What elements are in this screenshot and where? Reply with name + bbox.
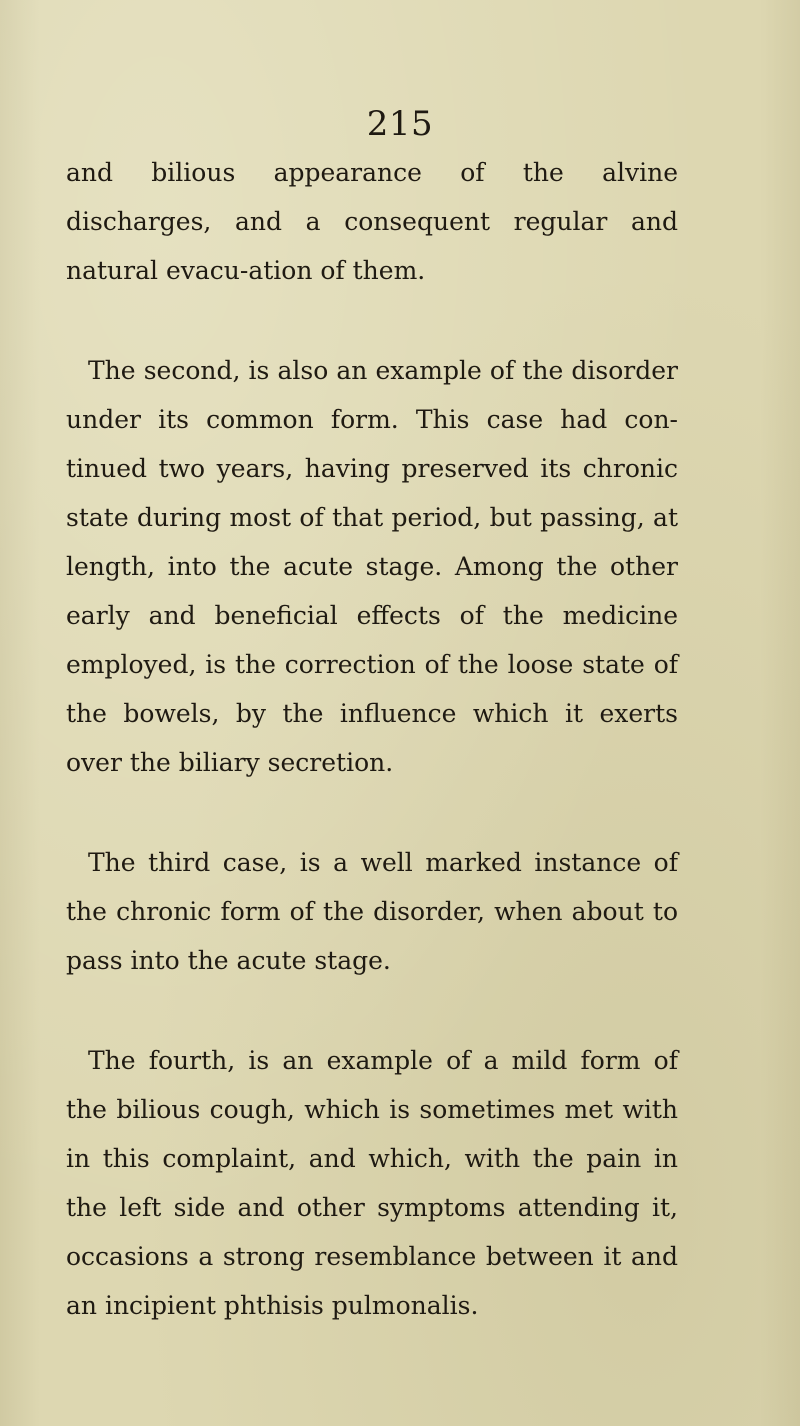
paragraph-3: The third case, is a well marked instance of the chronic form of the disorder, when about to pass into the acute stage. bbox=[66, 848, 678, 975]
page-number: 215 bbox=[366, 104, 434, 144]
paragraph-4: The fourth, is an example of a mild form of the bilious cough, which is sometimes met with in this complaint, and which, with the pain in the left side and other symptoms attending it, occasions a strong resemblance between it and an incipient phthisis pulmonalis. bbox=[66, 1046, 678, 1320]
paragraph-2: The second, is also an example of the disorder under its common form. This case had con-tinued two years, having preserved its chronic state during most of that period, but passing, at length, into the acute stage. Among the other early and beneficial effects of the medicine employed, is the correction of the loose state of the bowels, by the influence which it exerts over the biliary secretion. bbox=[66, 356, 678, 777]
body-text bbox=[66, 148, 678, 1330]
paragraph-1: and bilious appearance of the alvine discharges, and a consequent regular and natural evacu-ation of them. bbox=[66, 158, 678, 285]
